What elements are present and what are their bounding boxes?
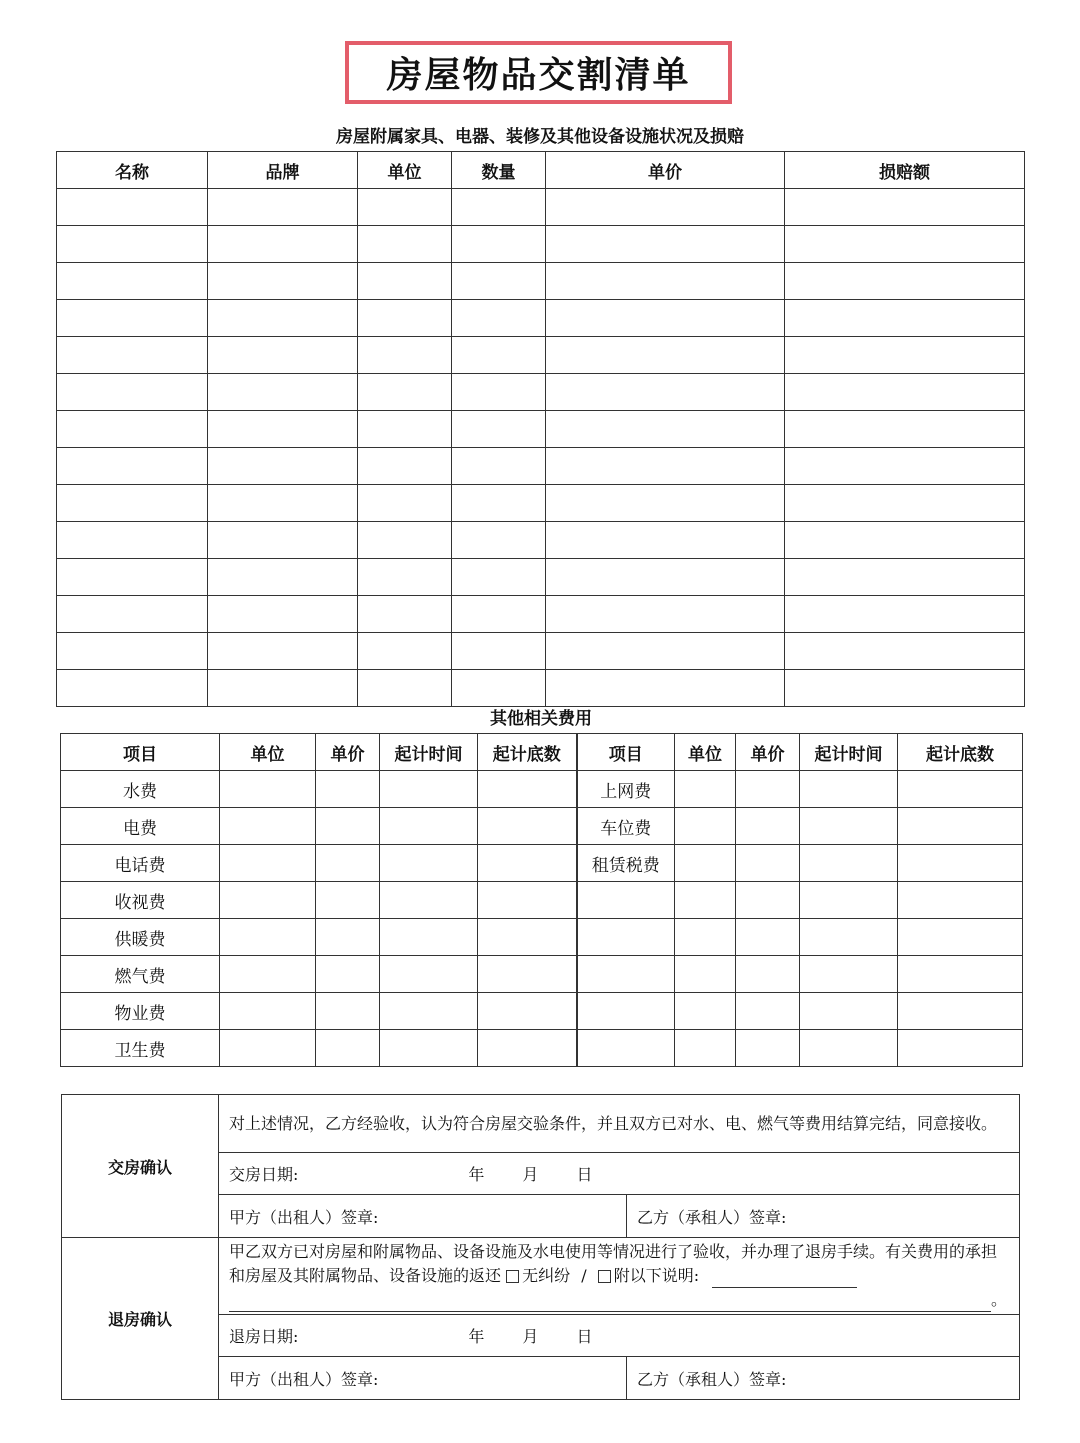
fee-cell[interactable] (478, 1030, 577, 1067)
fee-cell[interactable] (316, 771, 380, 808)
table-cell[interactable] (785, 300, 1025, 337)
table-cell[interactable] (452, 189, 546, 226)
table-cell[interactable] (208, 633, 358, 670)
table-cell[interactable] (208, 226, 358, 263)
fee-item-label: 燃气费 (61, 956, 220, 993)
option-separator: / (581, 1266, 587, 1285)
table-cell[interactable] (57, 300, 208, 337)
table-cell[interactable] (452, 522, 546, 559)
fee-cell[interactable] (736, 956, 800, 993)
return-day-label: 日 (576, 1327, 593, 1346)
fee-cell[interactable] (316, 808, 380, 845)
fee-cell[interactable] (380, 808, 478, 845)
table-cell[interactable] (208, 337, 358, 374)
fee-row (61, 808, 1023, 845)
table-row (57, 596, 1025, 633)
fees-header-item: 项目 (61, 734, 220, 771)
fee-cell[interactable] (478, 882, 577, 919)
table-cell[interactable] (452, 337, 546, 374)
inventory-table (56, 151, 1025, 707)
table-cell[interactable] (785, 633, 1025, 670)
table-cell[interactable] (546, 559, 785, 596)
table-cell[interactable] (57, 596, 208, 633)
table-row (57, 522, 1025, 559)
fee-cell[interactable] (898, 845, 1023, 882)
fee-cell[interactable] (380, 882, 478, 919)
header-unit: 单位 (358, 152, 452, 189)
fee-cell[interactable] (736, 919, 800, 956)
header-unit-price: 单价 (546, 152, 785, 189)
return-date-row (219, 1315, 1020, 1357)
table-cell[interactable] (358, 448, 452, 485)
table-cell[interactable] (785, 559, 1025, 596)
table-cell[interactable] (358, 411, 452, 448)
fee-cell[interactable] (675, 1030, 736, 1067)
fee-cell[interactable] (800, 993, 898, 1030)
fees-header-price: 单价 (316, 734, 380, 771)
fee-cell[interactable] (898, 919, 1023, 956)
header-name: 名称 (57, 152, 208, 189)
fee-cell[interactable] (478, 993, 577, 1030)
note-blank-line[interactable] (712, 1273, 857, 1288)
inventory-subtitle: 房屋附属家具、电器、装修及其他设备设施状况及损赔 (336, 127, 744, 147)
inventory-header-row (57, 152, 1025, 189)
fee-cell[interactable] (800, 919, 898, 956)
table-cell[interactable] (208, 189, 358, 226)
table-cell[interactable] (785, 337, 1025, 374)
fee-cell[interactable] (220, 993, 316, 1030)
table-cell[interactable] (546, 670, 785, 707)
table-cell[interactable] (208, 263, 358, 300)
fee-item-label-right: 租赁税费 (577, 845, 675, 882)
fee-item-label: 电费 (61, 808, 220, 845)
fee-cell[interactable] (800, 771, 898, 808)
fee-cell[interactable] (898, 808, 1023, 845)
table-cell[interactable] (546, 337, 785, 374)
table-cell[interactable] (57, 633, 208, 670)
fee-cell[interactable] (478, 919, 577, 956)
handover-month-label: 月 (522, 1165, 539, 1184)
table-cell[interactable] (546, 633, 785, 670)
table-cell[interactable] (452, 596, 546, 633)
note-end-mark: 。 (991, 1290, 1008, 1309)
fees-header-start-time-right: 起计时间 (800, 734, 898, 771)
table-cell[interactable] (358, 374, 452, 411)
table-cell[interactable] (546, 485, 785, 522)
fee-item-label: 卫生费 (61, 1030, 220, 1067)
fee-cell[interactable] (800, 1030, 898, 1067)
table-cell[interactable] (358, 596, 452, 633)
table-row (57, 337, 1025, 374)
table-cell[interactable] (57, 263, 208, 300)
table-cell[interactable] (57, 485, 208, 522)
table-row (57, 374, 1025, 411)
table-cell[interactable] (546, 522, 785, 559)
fee-cell[interactable] (800, 845, 898, 882)
fee-item-label-right (577, 956, 675, 993)
fees-header-start-reading-right: 起计底数 (898, 734, 1023, 771)
fee-cell[interactable] (675, 919, 736, 956)
table-cell[interactable] (358, 559, 452, 596)
fee-item-label: 电话费 (61, 845, 220, 882)
table-cell[interactable] (452, 300, 546, 337)
fees-header-start-reading: 起计底数 (478, 734, 577, 771)
fee-item-label-right (577, 882, 675, 919)
table-cell[interactable] (57, 411, 208, 448)
table-cell[interactable] (57, 522, 208, 559)
table-cell[interactable] (546, 448, 785, 485)
fee-cell[interactable] (736, 993, 800, 1030)
return-date-label: 退房日期: (229, 1327, 299, 1346)
fee-cell[interactable] (380, 956, 478, 993)
fee-item-label-right (577, 993, 675, 1030)
table-cell[interactable] (452, 411, 546, 448)
handover-party-a-signature: 甲方（出租人）签章: (219, 1195, 627, 1238)
table-cell[interactable] (57, 337, 208, 374)
fees-header-price-right: 单价 (736, 734, 800, 771)
table-row (57, 670, 1025, 707)
fee-cell[interactable] (800, 882, 898, 919)
table-cell[interactable] (57, 670, 208, 707)
table-cell[interactable] (452, 633, 546, 670)
return-month-label: 月 (522, 1327, 539, 1346)
table-cell[interactable] (57, 374, 208, 411)
note-full-line[interactable] (229, 1301, 991, 1312)
fee-item-label: 收视费 (61, 882, 220, 919)
fee-cell[interactable] (220, 882, 316, 919)
fee-cell[interactable] (675, 956, 736, 993)
table-cell[interactable] (546, 374, 785, 411)
table-cell[interactable] (208, 522, 358, 559)
fee-cell[interactable] (736, 808, 800, 845)
fee-cell[interactable] (380, 1030, 478, 1067)
fee-cell[interactable] (316, 845, 380, 882)
fees-table (60, 733, 1023, 1067)
table-cell[interactable] (452, 448, 546, 485)
fee-cell[interactable] (736, 845, 800, 882)
table-cell[interactable] (358, 300, 452, 337)
table-cell[interactable] (452, 670, 546, 707)
no-dispute-label: 无纠纷 (522, 1266, 571, 1285)
table-row (57, 411, 1025, 448)
table-cell[interactable] (785, 374, 1025, 411)
fee-cell[interactable] (220, 956, 316, 993)
fee-cell[interactable] (898, 993, 1023, 1030)
table-row (57, 263, 1025, 300)
table-cell[interactable] (358, 633, 452, 670)
fees-header-unit-right: 单位 (675, 734, 736, 771)
note-label: 附以下说明: (613, 1266, 700, 1285)
fee-cell[interactable] (316, 919, 380, 956)
fee-item-label: 水费 (61, 771, 220, 808)
fee-row (61, 771, 1023, 808)
return-year-label: 年 (468, 1327, 485, 1346)
return-party-a-signature: 甲方（出租人）签章: (219, 1357, 627, 1400)
table-cell[interactable] (452, 559, 546, 596)
fee-cell[interactable] (898, 882, 1023, 919)
fee-cell[interactable] (736, 1030, 800, 1067)
page-title: 房屋物品交割清单 (345, 41, 732, 104)
fee-cell[interactable] (675, 808, 736, 845)
table-cell[interactable] (546, 189, 785, 226)
handover-statement: 对上述情况，乙方经验收，认为符合房屋交验条件，并且双方已对水、电、燃气等费用结算完结，同意接收。 (219, 1095, 1020, 1153)
table-cell[interactable] (452, 374, 546, 411)
fee-item-label-right: 车位费 (577, 808, 675, 845)
table-cell[interactable] (785, 263, 1025, 300)
note-checkbox[interactable] (598, 1270, 611, 1283)
header-compensation: 损赔额 (785, 152, 1025, 189)
table-cell[interactable] (452, 226, 546, 263)
fee-row (61, 882, 1023, 919)
fee-item-label-right (577, 1030, 675, 1067)
table-cell[interactable] (57, 189, 208, 226)
table-cell[interactable] (785, 485, 1025, 522)
fee-cell[interactable] (736, 882, 800, 919)
table-cell[interactable] (208, 411, 358, 448)
table-cell[interactable] (358, 263, 452, 300)
table-cell[interactable] (452, 485, 546, 522)
table-cell[interactable] (785, 189, 1025, 226)
handover-party-b-signature: 乙方（承租人）签章: (627, 1195, 1020, 1238)
fees-header-item-right: 项目 (577, 734, 675, 771)
handover-day-label: 日 (576, 1165, 593, 1184)
table-cell[interactable] (546, 226, 785, 263)
no-dispute-checkbox[interactable] (506, 1270, 519, 1283)
fee-cell[interactable] (675, 882, 736, 919)
handover-year-label: 年 (468, 1165, 485, 1184)
fees-header-start-time: 起计时间 (380, 734, 478, 771)
fee-cell[interactable] (800, 956, 898, 993)
fee-row (61, 956, 1023, 993)
fee-cell[interactable] (898, 1030, 1023, 1067)
fee-item-label: 供暖费 (61, 919, 220, 956)
fee-cell[interactable] (220, 1030, 316, 1067)
fees-header-unit: 单位 (220, 734, 316, 771)
table-cell[interactable] (358, 337, 452, 374)
fee-cell[interactable] (675, 993, 736, 1030)
fee-cell[interactable] (380, 919, 478, 956)
fee-item-label-right (577, 919, 675, 956)
table-cell[interactable] (208, 374, 358, 411)
fee-cell[interactable] (316, 882, 380, 919)
table-cell[interactable] (785, 411, 1025, 448)
fee-cell[interactable] (220, 919, 316, 956)
table-cell[interactable] (358, 522, 452, 559)
table-cell[interactable] (208, 448, 358, 485)
table-cell[interactable] (358, 670, 452, 707)
fee-cell[interactable] (478, 956, 577, 993)
fee-cell[interactable] (478, 771, 577, 808)
fee-row (61, 919, 1023, 956)
fee-cell[interactable] (220, 808, 316, 845)
fee-row (61, 1030, 1023, 1067)
table-cell[interactable] (546, 411, 785, 448)
fee-cell[interactable] (316, 956, 380, 993)
confirmation-table (61, 1094, 1020, 1400)
fee-row (61, 993, 1023, 1030)
fee-cell[interactable] (380, 993, 478, 1030)
table-cell[interactable] (57, 448, 208, 485)
table-row (57, 226, 1025, 263)
fee-cell[interactable] (380, 845, 478, 882)
fee-cell[interactable] (380, 771, 478, 808)
return-statement-cell (219, 1238, 1020, 1315)
table-row (57, 485, 1025, 522)
return-party-b-signature: 乙方（承租人）签章: (627, 1357, 1020, 1400)
table-cell[interactable] (452, 263, 546, 300)
table-cell[interactable] (785, 226, 1025, 263)
table-cell[interactable] (546, 263, 785, 300)
table-cell[interactable] (785, 596, 1025, 633)
table-cell[interactable] (785, 448, 1025, 485)
fee-cell[interactable] (898, 956, 1023, 993)
table-cell[interactable] (57, 226, 208, 263)
handover-date-label: 交房日期: (229, 1165, 299, 1184)
fee-cell[interactable] (478, 808, 577, 845)
header-brand: 品牌 (208, 152, 358, 189)
table-cell[interactable] (57, 559, 208, 596)
fee-cell[interactable] (898, 771, 1023, 808)
table-row (57, 448, 1025, 485)
table-cell[interactable] (208, 300, 358, 337)
table-row (57, 559, 1025, 596)
fee-cell[interactable] (316, 1030, 380, 1067)
table-cell[interactable] (208, 559, 358, 596)
fees-section-title: 其他相关费用 (490, 709, 592, 729)
fee-cell[interactable] (220, 845, 316, 882)
fee-row (61, 845, 1023, 882)
handover-label: 交房确认 (62, 1095, 219, 1238)
table-cell[interactable] (208, 485, 358, 522)
return-statement: 甲乙双方已对房屋和附属物品、设备设施及水电使用等情况进行了验收，并办理了退房手续。有关费用的承担和房屋及其附属物品、设备设施的返还 (229, 1242, 998, 1285)
table-cell[interactable] (785, 522, 1025, 559)
table-row (57, 633, 1025, 670)
table-cell[interactable] (546, 596, 785, 633)
table-cell[interactable] (546, 300, 785, 337)
fee-cell[interactable] (675, 771, 736, 808)
fee-cell[interactable] (736, 771, 800, 808)
fee-cell[interactable] (220, 771, 316, 808)
fees-header-row (61, 734, 1023, 771)
handover-date-row (219, 1153, 1020, 1195)
table-row (57, 300, 1025, 337)
table-cell[interactable] (358, 485, 452, 522)
fee-cell[interactable] (316, 993, 380, 1030)
table-row (57, 189, 1025, 226)
table-cell[interactable] (785, 670, 1025, 707)
fee-item-label: 物业费 (61, 993, 220, 1030)
header-quantity: 数量 (452, 152, 546, 189)
return-label: 退房确认 (62, 1238, 219, 1400)
fee-item-label-right: 上网费 (577, 771, 675, 808)
table-cell[interactable] (358, 189, 452, 226)
fee-cell[interactable] (675, 845, 736, 882)
fee-cell[interactable] (800, 808, 898, 845)
table-cell[interactable] (208, 670, 358, 707)
table-cell[interactable] (358, 226, 452, 263)
table-cell[interactable] (208, 596, 358, 633)
fee-cell[interactable] (478, 845, 577, 882)
